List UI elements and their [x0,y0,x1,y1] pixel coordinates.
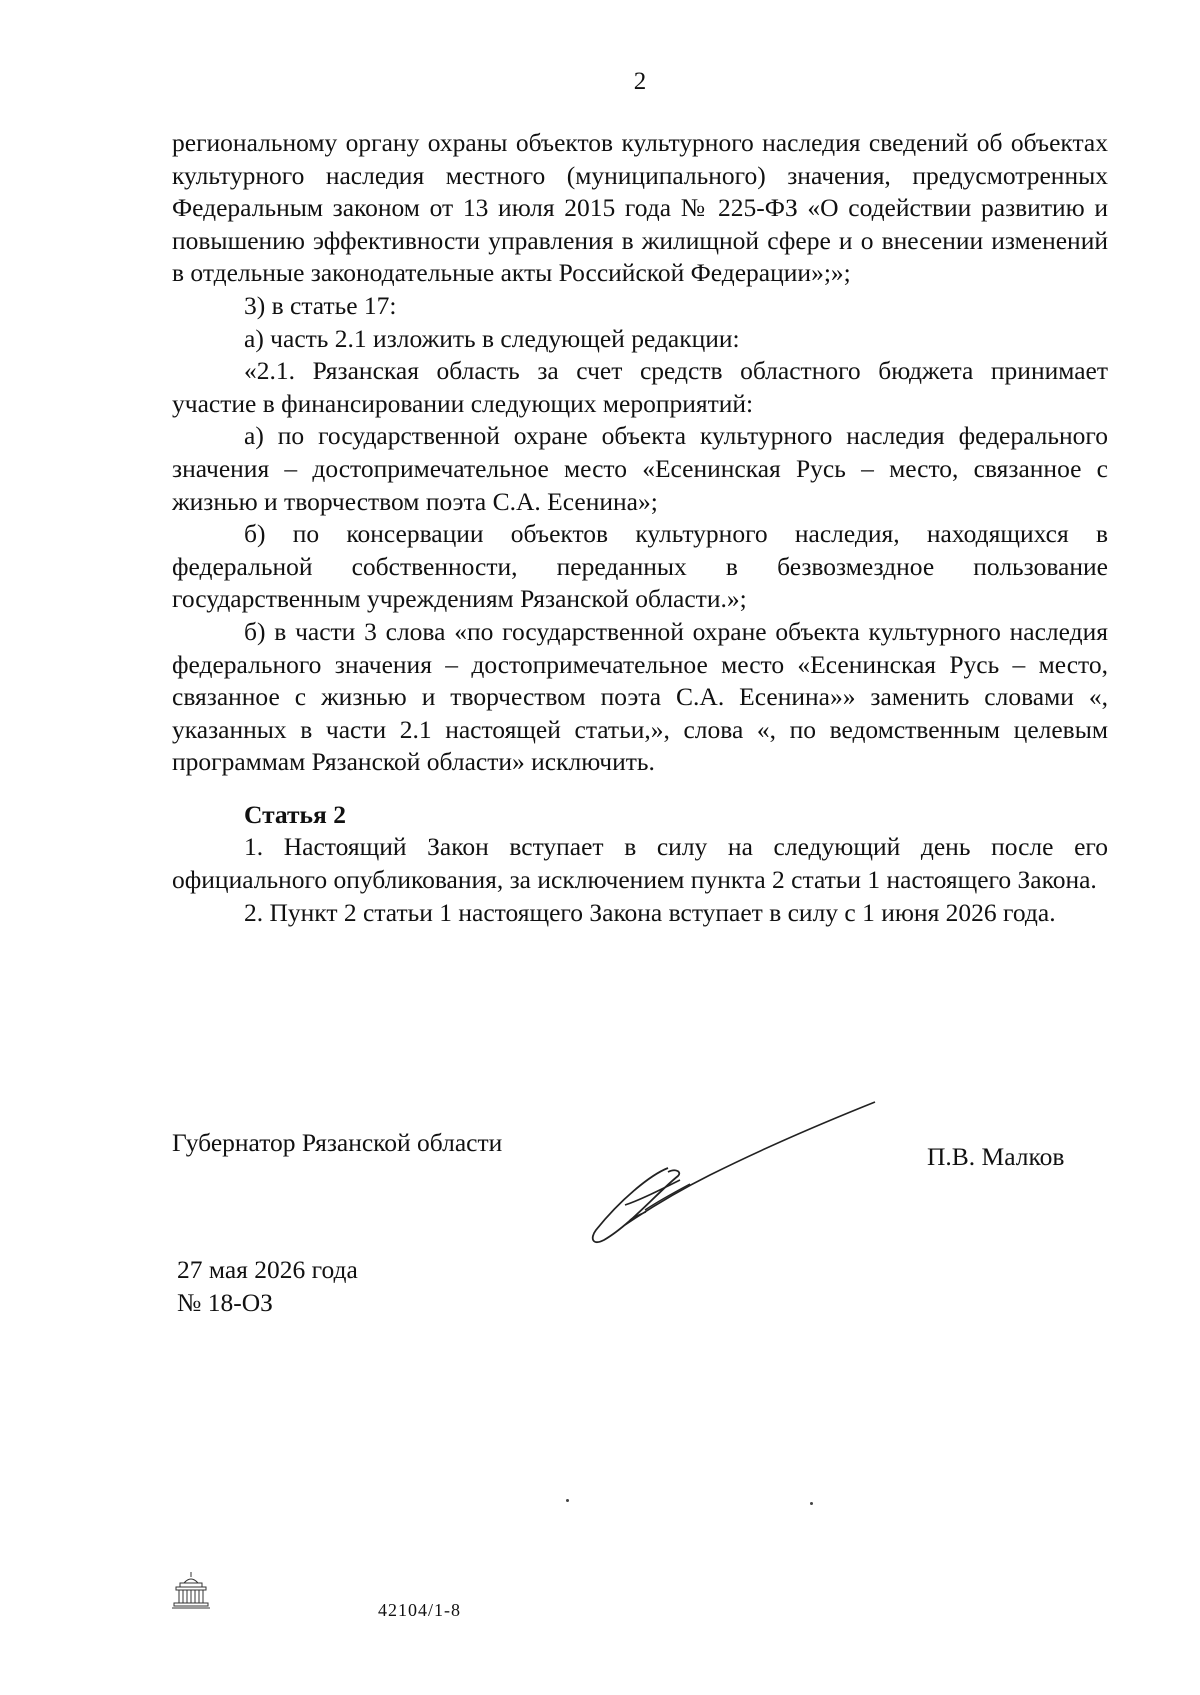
page-number: 2 [633,68,647,95]
law-date: 27 мая 2026 года [177,1255,358,1284]
date-block [177,1253,358,1319]
scan-speck [810,1502,813,1505]
article-2-heading: Статья 2 [244,799,346,829]
paragraph-2-1: «2.1. Рязанская область за счет средств областного бюджета принимает участие в финансировании следующих мероприятий: [172,356,1108,418]
subitem-a: а) по государственной охране объекта культурного наследия федерального значения – достопримечательное место «Есенинская Русь – место, связанное с жизнью и творчеством поэта С.А. Есенина»; [172,421,1108,516]
article-2-point-1: 1. Настоящий Закон вступает в силу на следующий день после его официального опубликования, за исключением пункта 2 статьи 1 настоящего Закона. [172,832,1108,895]
item-a: а) часть 2.1 изложить в следующей редакции: [244,323,740,353]
article-2-point-2: 2. Пункт 2 статьи 1 настоящего Закона вступает в силу с 1 июня 2026 года. [244,897,1056,927]
scan-speck [566,1499,569,1502]
document-code: 42104/1-8 [378,1600,461,1620]
item-3: 3) в статье 17: [244,290,397,320]
governor-name: П.В. Малков [927,1142,1065,1171]
law-number: № 18-ОЗ [177,1288,273,1317]
handwritten-signature [590,1090,890,1250]
governor-title: Губернатор Рязанской области [172,1128,503,1157]
subitem-b: б) по консервации объектов культурного наследия, находящихся в федеральной собственности, переданных в безвозмездное пользование государственным учреждениям Рязанской области.»; [172,519,1108,614]
item-b: б) в части 3 слова «по государственной охране объекта культурного наследия федерального значения – достопримечательное место «Есенинская Русь – место, связанное с жизнью и творчеством поэта С.А. Есенина»» заменить словами «, указанных в части 2.1 настоящей статьи,», слова «, по ведомственным целевым программам Рязанской области» исключить. [172,616,1108,777]
document-body [172,127,1108,929]
building-logo-icon [170,1570,212,1610]
paragraph-continuation: региональному органу охраны объектов культурного наследия сведений об объектах культурного наследия местного (муниципального) значения, предусмотренных Федеральным законом от 13 июля 2015 года № 225-ФЗ «О содействии развитию и повышению эффективности управления в жилищной сфере и о внесении изменений в отдельные законодательные акты Российской Федерации»;»; [172,128,1108,288]
